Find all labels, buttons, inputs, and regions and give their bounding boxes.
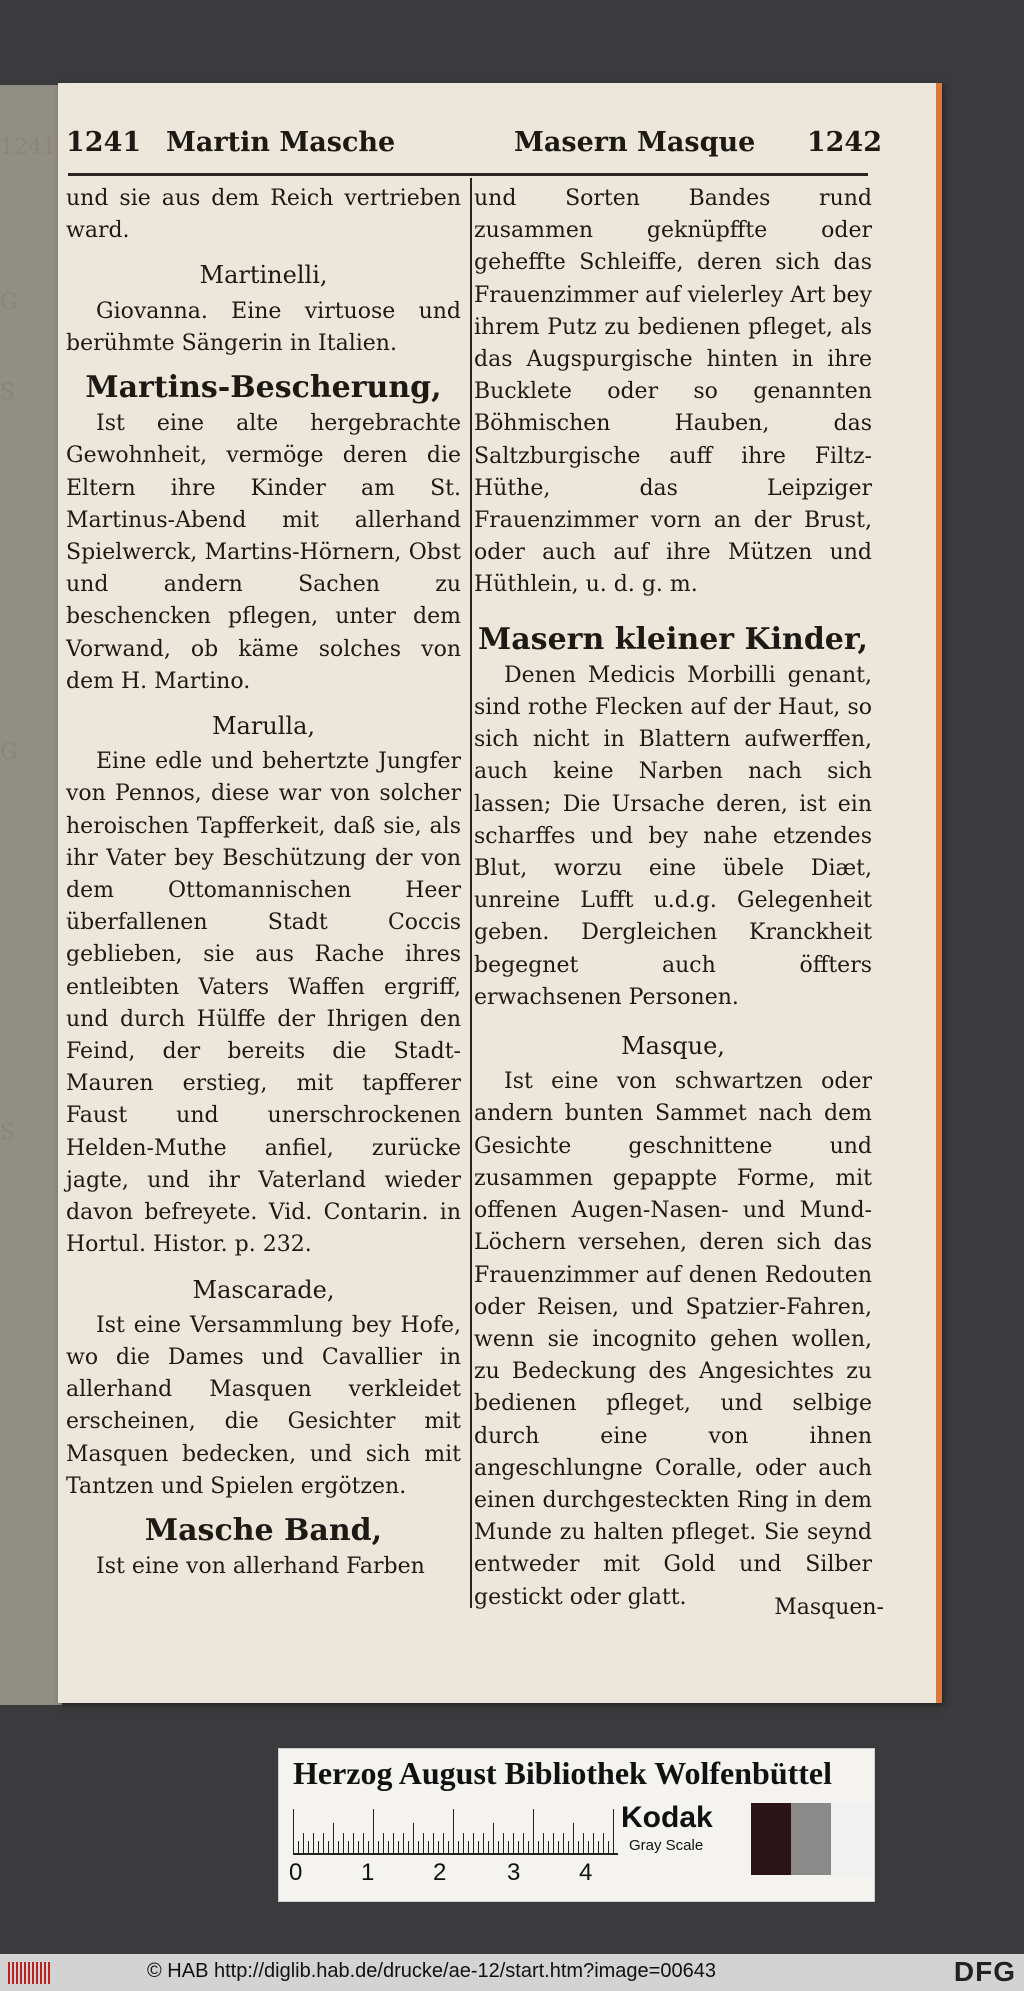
ruler-tick bbox=[588, 1841, 589, 1853]
paragraph: Ist eine Versammlung bey Hofe, wo die Dames und Cavallier in allerhand Masquen verkleidet erscheinen, die Gesichter mit Masquen bedecken, und sich mit Tantzen und Spielen ergötzen. bbox=[66, 1312, 461, 1499]
ruler-tick bbox=[563, 1833, 564, 1853]
paragraph: Giovanna. Eine virtuose und berühmte Sängerin in Italien. bbox=[66, 298, 461, 356]
ruler-tick bbox=[568, 1841, 569, 1853]
right-page-number: 1242 bbox=[806, 127, 882, 158]
ruler-tick bbox=[518, 1841, 519, 1853]
left-page-ghost-text: G bbox=[0, 290, 18, 315]
column-separator bbox=[470, 178, 472, 1608]
left-page-ghost-text: 1241 bbox=[0, 135, 56, 160]
ruler-tick bbox=[468, 1841, 469, 1853]
ruler-tick bbox=[443, 1833, 444, 1853]
ruler-tick bbox=[503, 1833, 504, 1853]
ruler-tick bbox=[303, 1833, 304, 1853]
ruler-tick bbox=[433, 1833, 434, 1853]
ruler-tick bbox=[403, 1833, 404, 1853]
entry-heading: Masern kleiner Kinder, bbox=[478, 621, 868, 657]
kodak-logo: Kodak bbox=[621, 1801, 713, 1834]
ruler-tick bbox=[343, 1833, 344, 1853]
ruler-tick bbox=[333, 1823, 334, 1853]
color-swatch-white bbox=[831, 1803, 871, 1875]
paragraph: Ist eine von schwartzen oder andern bunten Sammet nach dem Gesichte geschnittene und zusammen gepappte Forme, mit offenen Augen-Nasen- und Mund-Löchern versehen, deren sich das Frauenzimmer auf denen Redouten oder Reisen, und Spatzier-Fahren, wenn sie incognito gehen wollen, zu Bedeckung des Angesichtes zu bedienen pfleget, und selbige durch eine von ihnen angeschlungne Coralle, oder auch einen durchgesteckten Ring in dem Munde zu halten pfleget. Sie seynd entweder mit Gold und Silber gestickt oder glatt. bbox=[474, 1069, 872, 1610]
left-column bbox=[66, 183, 461, 1583]
header-rule bbox=[68, 173, 868, 176]
ruler-tick bbox=[428, 1841, 429, 1853]
ruler-tick bbox=[383, 1833, 384, 1853]
paragraph: Ist eine von allerhand Farben bbox=[96, 1554, 425, 1580]
right-column bbox=[474, 183, 872, 1614]
ruler-tick bbox=[558, 1841, 559, 1853]
paragraph: Ist eine alte hergebrachte Gewohnheit, vermöge deren die Eltern ihre Kinder am St. Martinus-Abend mit allerhand Spielwerck, Martins-Hörnern, Obst und andern Sachen zu beschencken pflegen, unter dem Vorwand, ob käme solches von dem H. Martino. bbox=[66, 411, 461, 694]
ruler-tick bbox=[553, 1833, 554, 1853]
entry-heading: Mascarade, bbox=[192, 1275, 335, 1304]
ruler-tick bbox=[408, 1841, 409, 1853]
entry-heading: Masche Band, bbox=[144, 1512, 383, 1548]
ruler-tick bbox=[458, 1841, 459, 1853]
ruler-tick bbox=[293, 1809, 294, 1853]
ruler-number: 2 bbox=[433, 1859, 447, 1886]
ruler-number: 4 bbox=[579, 1859, 593, 1886]
copyright-link[interactable]: © HAB http://diglib.hab.de/drucke/ae-12/start.htm?image=00643 bbox=[147, 1960, 716, 1982]
entry-heading: Masque, bbox=[621, 1032, 725, 1061]
viewer-footer bbox=[0, 1954, 1024, 1991]
library-name: Herzog August Bibliothek Wolfenbüttel bbox=[293, 1755, 833, 1791]
ruler-tick bbox=[533, 1809, 534, 1853]
ruler-tick bbox=[613, 1809, 614, 1853]
ruler-tick bbox=[528, 1841, 529, 1853]
left-page-ghost-text: S bbox=[0, 380, 16, 405]
ruler-tick bbox=[473, 1833, 474, 1853]
paragraph: Eine edle und behertzte Jungfer von Pennos, diese war von solcher heroischen Tapfferkeit, daß sie, als ihr Vater bey Beschützung der von dem Ottomannischen Heer überfallenen Stadt Coccis geblieben, sie aus Rache ihres entleibten Vaters Waffen ergriff, und durch Hülffe der Ihrigen den Feind, der bereits die Stadt-Mauren erstieg, mit tapfferer Faust und unerschrockenen Helden-Muthe anfiel, zurücke jagte, und ihr Vaterland wieder davon befreyete. Vid. Contarin. in Hortul. Histor. p. 232. bbox=[66, 749, 461, 1258]
ruler-tick bbox=[488, 1841, 489, 1853]
ruler-tick bbox=[543, 1833, 544, 1853]
dfg-logo: DFG bbox=[953, 1956, 1016, 1987]
ruler-tick bbox=[418, 1841, 419, 1853]
ruler-tick bbox=[603, 1833, 604, 1853]
ruler-number: 1 bbox=[361, 1859, 375, 1886]
ruler-tick bbox=[368, 1841, 369, 1853]
ruler-number: 0 bbox=[289, 1859, 303, 1886]
paragraph: und Sorten Bandes rund zusammen geknüpffte oder geheffte Schleiffe, deren sich das Frauenzimmer auf vielerley Art bey ihrem Putz zu bedienen pfleget, als das Augspurgische hinten in ihre Bucklete oder so genannten Böhmischen Hauben, das Saltzburgische auff ihre Filtz-Hüthe, das Leipziger Frauenzimmer vorn an der Brust, oder auch auf ihre Mützen und Hüthlein, u. d. g. m. bbox=[474, 186, 872, 598]
gray-scale-label: Gray Scale bbox=[629, 1837, 704, 1854]
paragraph: Denen Medicis Morbilli genant, sind rothe Flecken auf der Haut, so sich nicht in Blattern aufwerffen, auch keine Narben nach sich lassen; Die Ursache deren, ist ein scharffes und bey nahe etzendes Blut, worzu eine übele Diæt, unreine Lufft u.d.g. Gelegenheit geben. Dergleichen Kranckheit begegnet auch öffters erwachsenen Personen. bbox=[474, 662, 872, 1010]
ruler-tick bbox=[338, 1841, 339, 1853]
ruler-tick bbox=[308, 1841, 309, 1853]
ruler-tick bbox=[363, 1833, 364, 1853]
running-header bbox=[66, 127, 882, 167]
ruler-tick bbox=[318, 1841, 319, 1853]
ruler-tick bbox=[448, 1841, 449, 1853]
ruler-tick bbox=[378, 1841, 379, 1853]
color-calibration-card bbox=[278, 1748, 875, 1902]
ruler-tick bbox=[313, 1833, 314, 1853]
ruler-tick bbox=[373, 1809, 374, 1853]
paragraph: und sie aus dem Reich vertrieben ward. bbox=[66, 186, 461, 244]
scanned-page bbox=[58, 83, 942, 1703]
color-swatch-gray bbox=[791, 1803, 831, 1875]
color-swatch-dark bbox=[751, 1803, 791, 1875]
ruler-tick bbox=[463, 1833, 464, 1853]
ruler-tick bbox=[538, 1841, 539, 1853]
scale-ruler bbox=[293, 1803, 618, 1855]
ruler-tick bbox=[608, 1841, 609, 1853]
ruler-tick bbox=[598, 1841, 599, 1853]
ruler-number: 3 bbox=[507, 1859, 521, 1886]
ruler-tick bbox=[593, 1833, 594, 1853]
ruler-tick bbox=[548, 1841, 549, 1853]
ruler-tick bbox=[398, 1841, 399, 1853]
ruler-tick bbox=[353, 1833, 354, 1853]
barcode-icon bbox=[8, 1962, 50, 1984]
ruler-tick bbox=[513, 1833, 514, 1853]
ruler-tick bbox=[483, 1833, 484, 1853]
ruler-tick bbox=[298, 1841, 299, 1853]
ruler-tick bbox=[348, 1841, 349, 1853]
ruler-tick bbox=[438, 1841, 439, 1853]
entry-heading: Marulla, bbox=[211, 712, 316, 741]
ruler-tick bbox=[358, 1841, 359, 1853]
ruler-tick bbox=[578, 1841, 579, 1853]
ruler-tick bbox=[423, 1833, 424, 1853]
left-page-ghost-text: G bbox=[0, 740, 18, 765]
right-running-title: Masern Masque bbox=[514, 127, 756, 158]
ruler-tick bbox=[523, 1833, 524, 1853]
ruler-tick bbox=[508, 1841, 509, 1853]
entry-heading: Martins-Bescherung, bbox=[85, 370, 442, 406]
ruler-tick bbox=[493, 1823, 494, 1853]
left-page-number: 1241 bbox=[66, 127, 142, 158]
ruler-tick bbox=[393, 1833, 394, 1853]
ruler-tick bbox=[453, 1809, 454, 1853]
ruler-tick bbox=[583, 1833, 584, 1853]
entry-heading: Martinelli, bbox=[199, 261, 328, 290]
catchword: Masquen- bbox=[774, 1595, 884, 1620]
ruler-tick bbox=[413, 1823, 414, 1853]
left-running-title: Martin Masche bbox=[166, 127, 396, 158]
ruler-tick bbox=[388, 1841, 389, 1853]
ruler-tick bbox=[328, 1841, 329, 1853]
ruler-tick bbox=[498, 1841, 499, 1853]
left-page-ghost-text: S bbox=[0, 1120, 16, 1145]
ruler-tick bbox=[478, 1841, 479, 1853]
ruler-tick bbox=[573, 1823, 574, 1853]
ruler-tick bbox=[323, 1833, 324, 1853]
